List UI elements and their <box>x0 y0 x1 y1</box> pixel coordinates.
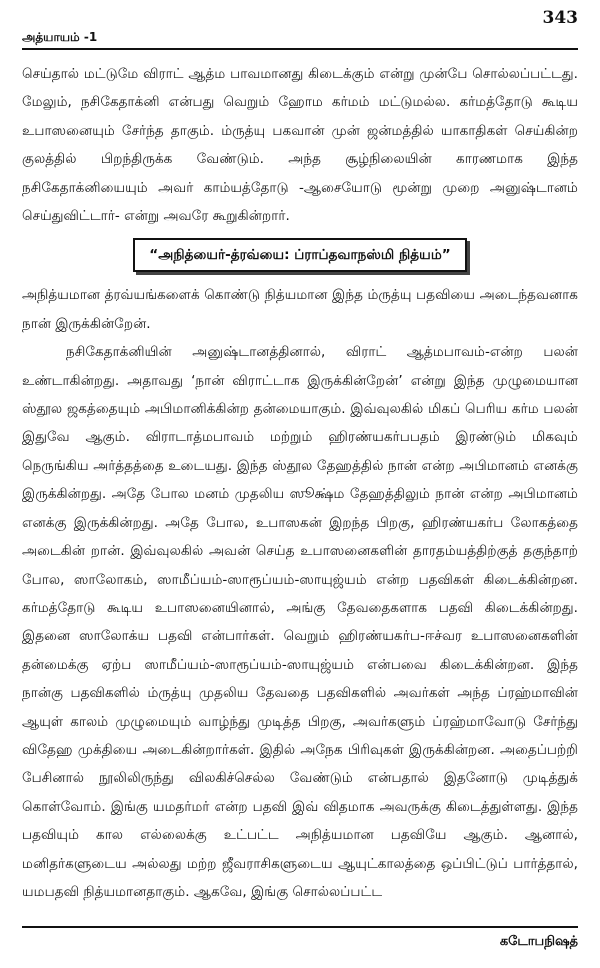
paragraph-1: செய்தால் மட்டுமே விராட் ஆத்ம பாவமானது கிடைக்கும் என்று முன்பே சொல்லப்பட்டது. மேலும், நசிகேதாக்னி என்பது வெறும் ஹோம கர்மம் மட்டுமல்ல. கர்மத்தோடு கூடிய உபாஸனையும் சேர்ந்த தாகும். ம்ருத்யு பகவான் முன் ஜன்மத்தில் யாகாதிகள் செய்கின்ற குலத்தில் பிறந்திருக்க வேண்டும். அந்த சூழ்நிலையின் காரணமாக இந்த நசிகேதாக்னியையும் அவர் காம்யத்தோடு -ஆசையோடு மூன்று முறை அனுஷ்டானம் செய்துவிட்டார்- என்று அவரே கூறுகின்றார். <box>22 66 578 225</box>
page-number: 343 <box>542 8 578 28</box>
page-header <box>22 4 578 48</box>
paragraph-2: அநித்யமான த்ரவ்யங்களைக் கொண்டு நித்யமான இந்த ம்ருத்யு பதவியை அடைந்தவனாக நான் இருக்கின்றேன். <box>22 287 578 332</box>
header-divider <box>22 48 578 50</box>
paragraph-3: நசிகேதாக்னியின் அனுஷ்டானத்தினால், விராட் ஆத்மபாவம்-என்ற பலன் உண்டாகின்றது. அதாவது ‘நான் விராட்டாக இருக்கின்றேன்’ என்று இந்த முழுமையான ஸ்தூல ஜகத்தையும் அபிமானிக்கின்ற தன்மையாகும். இவ்வுலகில் மிகப் பெரிய கர்ம பலன் இதுவே ஆகும். விராடாத்மபாவம் மற்றும் ஹிரண்யகர்பபதம் இரண்டும் மிகவும் நெருங்கிய அர்த்தத்தை உடையது. இந்த ஸ்தூல தேஹத்தில் நான் என்ற அபிமானம் எனக்கு இருக்கின்றது. அதே போல மனம் முதலிய ஸூக்ஷ்ம தேஹத்திலும் நான் என்ற அபிமானம் எனக்கு இருக்கின்றது. அதே போல, உபாஸகன் இறந்த பிறகு, ஹிரண்யகர்ப லோகத்தை அடைகின் றான். இவ்வுலகில் அவன் செய்த உபாஸனைகளின் தாரதம்யத்திற்குத் தகுந்தாற் போல, ஸாலோகம், ஸாமீப்யம்-ஸாரூப்யம்-ஸாயுஜ்யம் என்ற பதவிகள் கிடைக்கின்றன. கர்மத்தோடு கூடிய உபாஸனையினால், அங்கு தேவதைகளாக பதவி கிடைக்கின்றது. இதனை ஸாலோக்ய பதவி என்பார்கள். வெறும் ஹிரண்யகர்ப-ஈச்வர உபாஸனைகளின் தன்மைக்கு ஏற்ப ஸாமீப்யம்-ஸாரூப்யம்-ஸாயுஜ்யம் என்பவை கிடைக்கின்றன. இந்த நான்கு பதவிகளில் ம்ருத்யு முதலிய தேவதை பதவிகளில் அவர்கள் அந்த ப்ரஹ்மாவின் ஆயுள் காலம் முழுமையும் வாழ்ந்து முடித்த பிறகு, அவர்களும் ப்ரஹ்மாவோடு சேர்ந்து விதேஹ முக்தியை அடைகின்றார்கள். இதில் அநேக பிரிவுகள் இருக்கின்றன. அதைப்பற்றி பேசினால் நூலிலிருந்து விலகிச்செல்ல வேண்டும் என்பதால் இதனோடு முடித்துக் கொள்வோம். இங்கு யமதர்மர் என்ற பதவி இவ் விதமாக அவருக்கு கிடைத்துள்ளது. இந்த பதவியும் கால எல்லைக்கு உட்பட்ட அநித்யமான பதவியே ஆகும். ஆனால், மனிதர்களுடைய அல்லது மற்ற ஜீவராசிகளுடைய ஆயுட்காலத்தை ஒப்பிட்டுப் பார்த்தால், யமபதவி நித்யமானதாகும். ஆகவே, இங்கு சொல்லப்பட்ட <box>22 344 579 900</box>
sanskrit-quote-box: “அநித்யைர்-த்ரவ்யை: ப்ராப்தவாநஸ்மி நித்யம்” <box>133 238 466 272</box>
page-body <box>22 60 578 906</box>
book-title: கடோபநிஷத் <box>499 934 578 949</box>
footer-divider <box>22 926 578 928</box>
quote-container <box>22 238 578 272</box>
page-footer <box>22 926 578 964</box>
chapter-label: அத்யாயம் -1 <box>22 30 98 44</box>
